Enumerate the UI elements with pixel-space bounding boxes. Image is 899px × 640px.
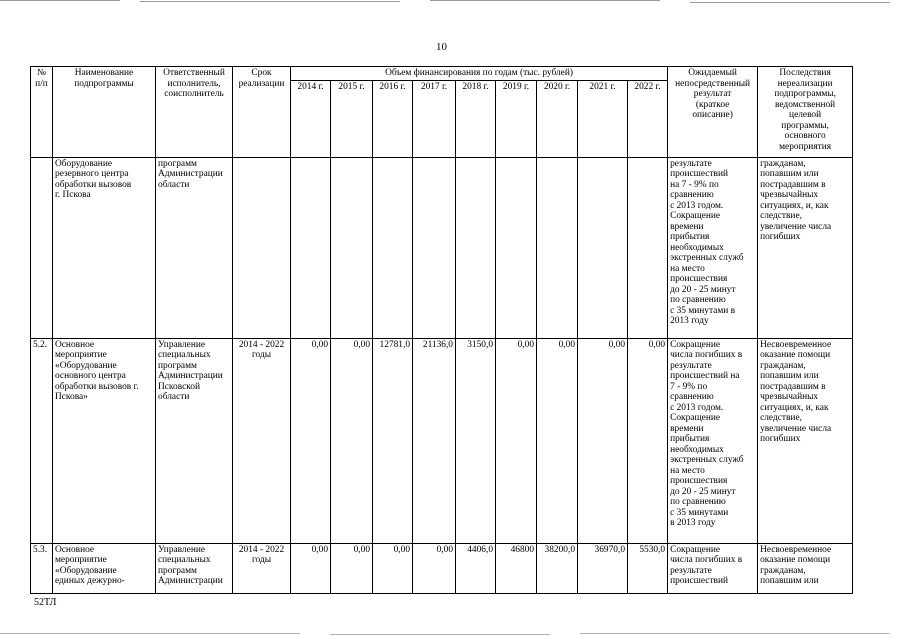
row-result: Сокращение числа погибших в результате происшествий bbox=[668, 543, 758, 593]
row-value-2020: 38200,0 bbox=[537, 543, 578, 593]
footer-code: 52ТЛ bbox=[34, 597, 57, 608]
row-term: 2014 - 2022 годы bbox=[233, 338, 291, 543]
row-value-2014: 0,00 bbox=[291, 338, 331, 543]
row-num: 5.3. bbox=[31, 543, 53, 593]
row-value-2014 bbox=[291, 157, 331, 338]
header-consequences: Последствия нереализации подпрограммы, ведомственной целевой программы, основного мероприятия bbox=[758, 67, 853, 158]
header-responsible: Ответственный исполнитель, соисполнитель bbox=[156, 67, 233, 158]
row-name: Оборудование резервного центра обработки вызовов г. Пскова bbox=[53, 157, 156, 338]
row-result: Сокращение числа погибших в результате происшествий на 7 - 9% по сравнению с 2013 годом. Сокращение времени прибытия необходимых экстренных служб на место происшествия до 20 - 25 минут по сравнению с 35 минутами в 2013 году bbox=[668, 338, 758, 543]
financing-table bbox=[30, 66, 853, 594]
row-responsible: программ Администрации области bbox=[156, 157, 233, 338]
row-responsible: Управление специальных программ Администрации bbox=[156, 543, 233, 593]
header-term: Срок реализации bbox=[233, 67, 291, 158]
table-row bbox=[31, 157, 853, 338]
table-row bbox=[31, 338, 853, 543]
row-value-2015: 0,00 bbox=[331, 338, 373, 543]
row-value-2021 bbox=[578, 157, 628, 338]
row-value-2021: 0,00 bbox=[578, 338, 628, 543]
row-value-2022: 5530,0 bbox=[628, 543, 668, 593]
header-year: 2020 г. bbox=[537, 80, 578, 157]
row-consequences: Несвоевременное оказание помощи гражданам, попавшим или пострадавшим в чрезвычайных ситуациях, и, как следствие, увеличение числа погибших bbox=[758, 338, 853, 543]
header-year: 2021 г. bbox=[578, 80, 628, 157]
row-value-2019: 0,00 bbox=[496, 338, 537, 543]
row-num bbox=[31, 157, 53, 338]
row-value-2016: 12781,0 bbox=[373, 338, 413, 543]
row-value-2019: 46800 bbox=[496, 543, 537, 593]
header-year: 2016 г. bbox=[373, 80, 413, 157]
header-year: 2018 г. bbox=[456, 80, 496, 157]
row-value-2021: 36970,0 bbox=[578, 543, 628, 593]
header-num: № п/п bbox=[31, 67, 53, 158]
scan-edge-bottom bbox=[0, 632, 899, 638]
row-value-2020 bbox=[537, 157, 578, 338]
row-value-2015 bbox=[331, 157, 373, 338]
row-value-2017 bbox=[413, 157, 456, 338]
row-value-2022: 0,00 bbox=[628, 338, 668, 543]
scan-edge-top bbox=[0, 0, 899, 6]
row-value-2018: 3150,0 bbox=[456, 338, 496, 543]
header-name: Наименование подпрограммы bbox=[53, 67, 156, 158]
row-value-2016: 0,00 bbox=[373, 543, 413, 593]
row-value-2018: 4406,0 bbox=[456, 543, 496, 593]
row-result: результате происшествий на 7 - 9% по сравнению с 2013 годом. Сокращение времени прибытия необходимых экстренных служб на место происшествия до 20 - 25 минут по сравнению с 35 минутами в 2013 году bbox=[668, 157, 758, 338]
row-value-2014: 0,00 bbox=[291, 543, 331, 593]
row-value-2017: 0,00 bbox=[413, 543, 456, 593]
row-value-2020: 0,00 bbox=[537, 338, 578, 543]
header-year: 2017 г. bbox=[413, 80, 456, 157]
header-result: Ожидаемый непосредственный результат (краткое описание) bbox=[668, 67, 758, 158]
header-year: 2022 г. bbox=[628, 80, 668, 157]
header-year: 2019 г. bbox=[496, 80, 537, 157]
row-value-2022 bbox=[628, 157, 668, 338]
row-value-2017: 21136,0 bbox=[413, 338, 456, 543]
row-value-2019 bbox=[496, 157, 537, 338]
row-name: Основное мероприятие «Оборудование основного центра обработки вызовов г. Пскова» bbox=[53, 338, 156, 543]
page-number: 10 bbox=[436, 41, 447, 53]
row-consequences: гражданам, попавшим или пострадавшим в чрезвычайных ситуациях, и, как следствие, увеличение числа погибших bbox=[758, 157, 853, 338]
header-funding: Объем финансирования по годам (тыс. рублей) bbox=[291, 67, 668, 81]
row-term: 2014 - 2022 годы bbox=[233, 543, 291, 593]
row-num: 5.2. bbox=[31, 338, 53, 543]
row-consequences: Несвоевременное оказание помощи гражданам, попавшим или bbox=[758, 543, 853, 593]
row-value-2016 bbox=[373, 157, 413, 338]
row-value-2015: 0,00 bbox=[331, 543, 373, 593]
header-year: 2015 г. bbox=[331, 80, 373, 157]
header-year: 2014 г. bbox=[291, 80, 331, 157]
table-row bbox=[31, 543, 853, 593]
row-value-2018 bbox=[456, 157, 496, 338]
row-term bbox=[233, 157, 291, 338]
row-responsible: Управление специальных программ Администрации Псковской области bbox=[156, 338, 233, 543]
row-name: Основное мероприятие «Оборудование единых дежурно- bbox=[53, 543, 156, 593]
